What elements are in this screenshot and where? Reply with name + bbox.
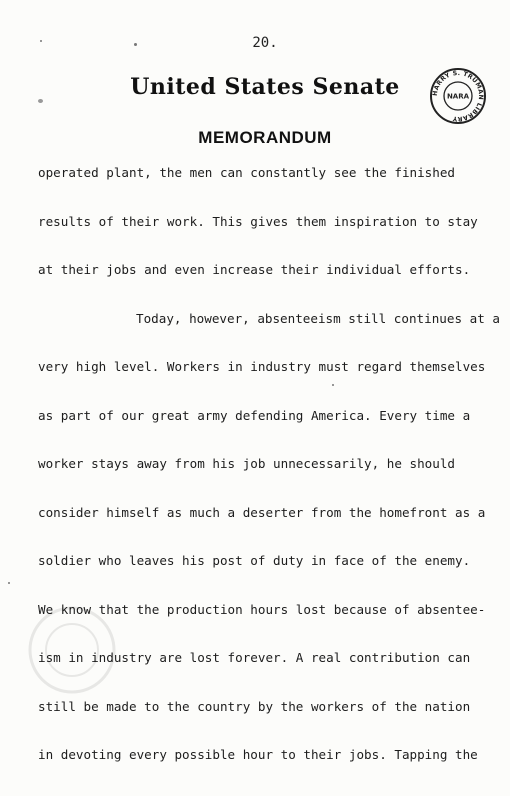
- body-line: ism in industry are lost forever. A real contribution can: [38, 650, 471, 665]
- paper-speck: [40, 40, 42, 42]
- body-line: We know that the production hours lost because of absentee-: [38, 601, 486, 617]
- page-number: 20.: [252, 35, 278, 51]
- memorandum-heading: MEMORANDUM: [198, 128, 332, 147]
- body-line: results of their work. This gives them inspiration to stay: [38, 213, 478, 229]
- stamp-ring-text: HARRY S. TRUMAN LIBRARY: [431, 69, 485, 123]
- body-line-paragraph-start: Today, however, absenteeism still continues at a: [136, 310, 500, 326]
- body-line: worker stays away from his job unnecessarily, he should: [38, 456, 456, 471]
- body-line: at their jobs and even increase their individual efforts.: [38, 262, 471, 277]
- paper-speck: [8, 582, 10, 584]
- faint-embossed-seal: [26, 604, 118, 696]
- body-line: still be made to the country by the workers of the nation: [38, 698, 471, 714]
- body-line: very high level. Workers in industry must regard themselves: [38, 359, 486, 374]
- stamp-center-text: NARA: [446, 92, 470, 101]
- body-line: as part of our great army defending America. Every time a: [38, 407, 471, 423]
- paper-speck: [134, 43, 137, 46]
- letterhead-title: United States Senate: [130, 74, 400, 100]
- body-line: consider himself as much a deserter from the homefront as a: [38, 504, 486, 520]
- library-stamp: [428, 66, 488, 126]
- body-line: operated plant, the men can constantly see the finished: [38, 165, 456, 180]
- paper-speck: [38, 99, 43, 103]
- body-line: in devoting every possible hour to their jobs. Tapping the: [38, 747, 478, 762]
- paper-speck: [332, 384, 334, 386]
- body-line: soldier who leaves his post of duty in face of the enemy.: [38, 553, 471, 568]
